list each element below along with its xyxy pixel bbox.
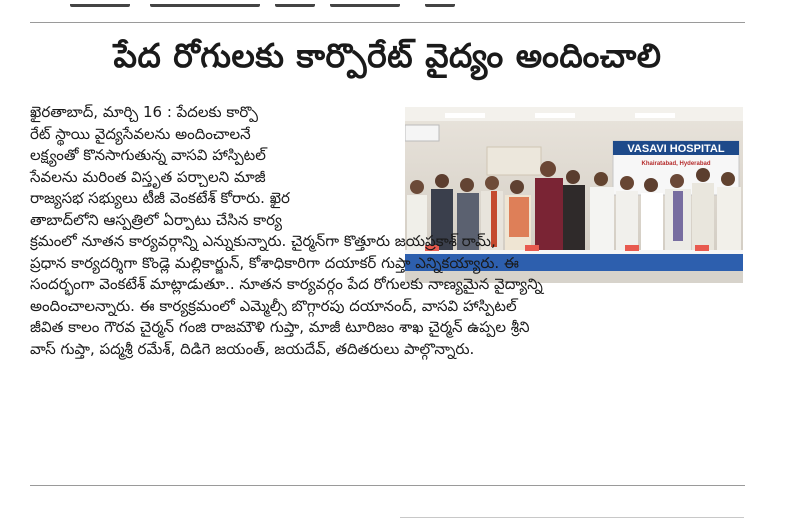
article-line: అందించాలన్నారు. ఈ కార్యక్రమంలో ఎమ్మెల్సీ బొగ్గారపు దయానంద్, వాసవి హాస్పిటల్ xyxy=(30,296,517,315)
previous-article-cutoff xyxy=(30,0,750,10)
article-line: రాజ్యసభ సభ్యులు టీజీ వెంకటేశ్ కోరారు. ఖైర xyxy=(30,189,290,207)
headline: పేద రోగులకు కార్పొరేట్ వైద్యం అందించాలి xyxy=(113,36,662,75)
article-line: సందర్భంగా వెంకటేశ్ మాట్లాడుతూ.. నూతన కార్యవర్గం పేద రోగులకు నాణ్యమైన వైద్యాన్ని xyxy=(30,275,543,293)
article-line: ఖైరతాబాద్, మార్చి 16 : పేదలకు కార్పొ xyxy=(30,103,258,121)
next-article-divider xyxy=(400,517,744,518)
article-line: జీవిత కాలం గౌరవ చైర్మన్ గంజి రాజమౌళి గుప్తా, మాజీ టూరిజం శాఖ చైర్మన్ ఉప్పల శ్రీని xyxy=(30,318,530,336)
article-line: ప్రధాన కార్యదర్శిగా కొండ్లె మల్లికార్జున్, కోశాధికారిగా దయాకర్ గుప్తా ఎన్నికయ్యారు. ఈ xyxy=(30,253,519,272)
article-line: క్రమంలో నూతన కార్యవర్గాన్ని ఎన్నుకున్నారు. చైర్మన్‌గా కొత్తూరు జయప్రకాశ్ రామ్, xyxy=(30,232,496,250)
article-line: తాబాద్‌లోని ఆస్పత్రిలో ఏర్పాటు చేసిన కార్య xyxy=(30,210,282,229)
top-divider xyxy=(30,22,745,23)
article-body xyxy=(30,102,745,360)
banner-subtitle: Khairatabad, Hyderabad xyxy=(641,161,711,167)
article-line: రేట్ స్థాయి వైద్యసేవలను అందించాలనే xyxy=(30,124,251,143)
article-line: వాస్ గుప్తా, పద్మశ్రీ రమేశ్, దిడిగె జయంత్, జయదేవ్, తదితరులు పాల్గొన్నారు. xyxy=(30,339,475,358)
bottom-divider xyxy=(30,485,745,486)
banner-title: VASAVI HOSPITAL xyxy=(627,143,725,155)
article-line: లక్ష్యంతో కొనసాగుతున్న వాసవి హాస్పిటల్ xyxy=(30,146,266,164)
article-line: సేవలను మరింత విస్తృత పర్చాలని మాజీ xyxy=(30,167,266,186)
